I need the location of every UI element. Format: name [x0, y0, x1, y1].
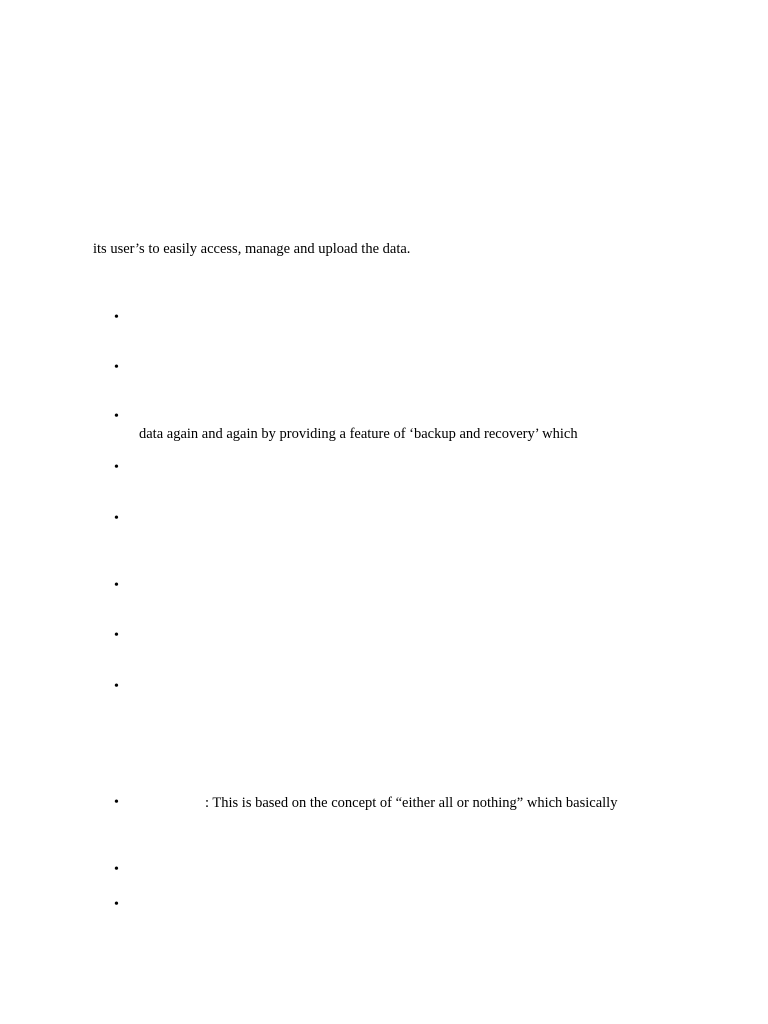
bullet-point: •: [114, 862, 119, 877]
intro-text-line: its user’s to easily access, manage and upload the data.: [93, 241, 411, 257]
bullet-3-continuation-text: data again and again by providing a feature of ‘backup and recovery’ which: [139, 426, 578, 442]
bullet-9-text: : This is based on the concept of “either all or nothing” which basically: [205, 795, 618, 811]
bullet-point: •: [114, 628, 119, 643]
bullet-point: •: [114, 310, 119, 325]
bullet-point: •: [114, 795, 119, 810]
bullet-point: •: [114, 360, 119, 375]
bullet-point: •: [114, 409, 119, 424]
bullet-point: •: [114, 897, 119, 912]
bullet-point: •: [114, 511, 119, 526]
bullet-point: •: [114, 460, 119, 475]
bullet-point: •: [114, 679, 119, 694]
bullet-point: •: [114, 578, 119, 593]
